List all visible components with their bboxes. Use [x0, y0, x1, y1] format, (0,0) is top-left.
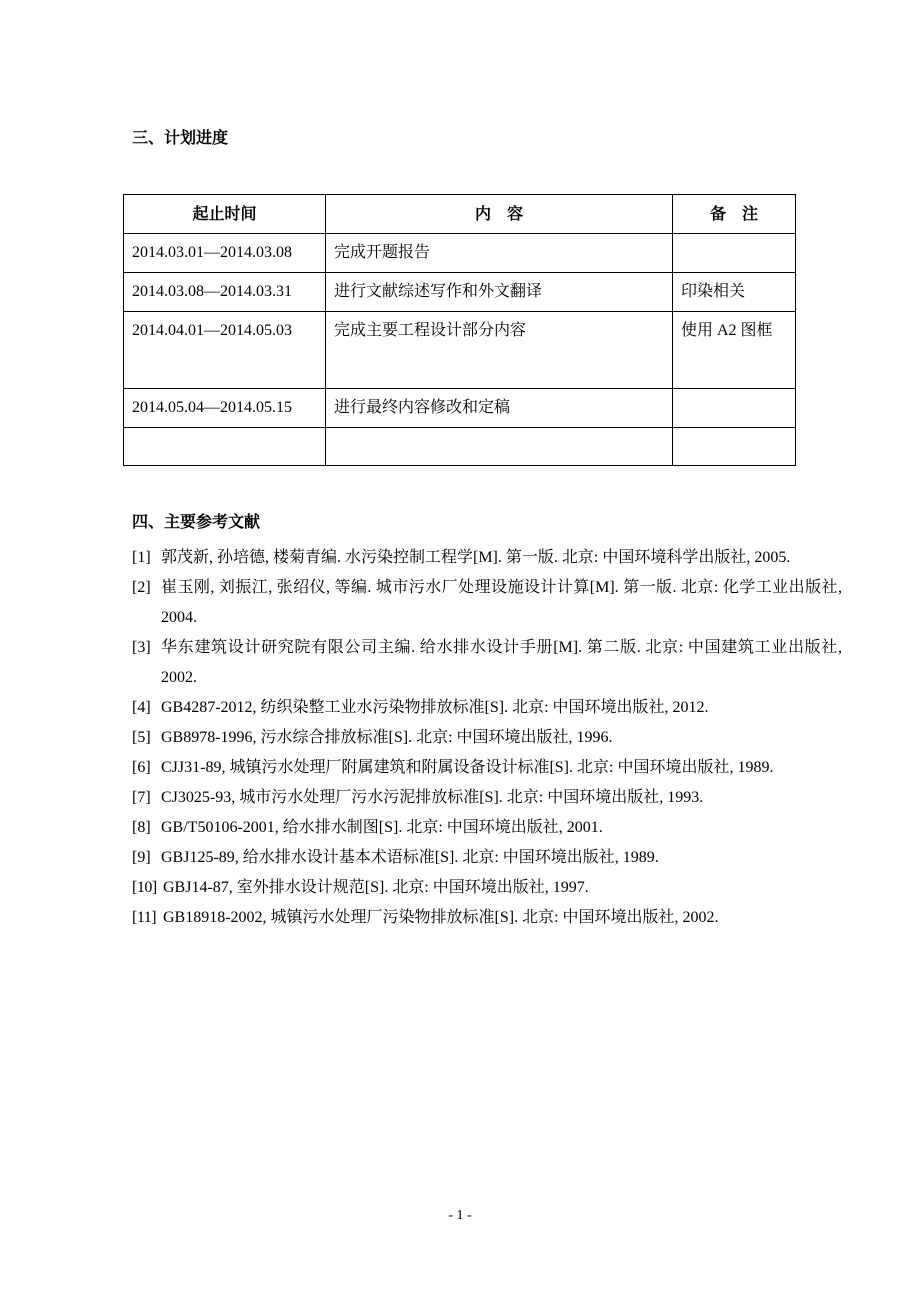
- reference-text: GB/T50106-2001, 给水排水制图[S]. 北京: 中国环境出版社, 2001.: [161, 819, 603, 836]
- reference-number: [5]: [132, 729, 151, 746]
- content-cell: 完成主要工程设计部分内容: [326, 312, 673, 389]
- content-cell: 完成开题报告: [326, 234, 673, 273]
- note-cell: 使用 A2 图框: [673, 312, 796, 389]
- reference-number: [7]: [132, 789, 151, 806]
- table-row: [124, 312, 796, 389]
- schedule-table: [123, 194, 796, 466]
- period-cell: 2014.04.01—2014.05.03: [124, 312, 326, 389]
- reference-text: GBJ14-87, 室外排水设计规范[S]. 北京: 中国环境出版社, 1997.: [163, 879, 589, 896]
- reference-number: [10]: [132, 879, 157, 896]
- reference-number: [11]: [132, 909, 157, 926]
- table-header-row: [124, 195, 796, 234]
- period-cell: 2014.03.01—2014.03.08: [124, 234, 326, 273]
- reference-item: [132, 573, 842, 633]
- reference-text: GB18918-2002, 城镇污水处理厂污染物排放标准[S]. 北京: 中国环境出版社, 2002.: [163, 909, 719, 926]
- reference-number: [9]: [132, 849, 151, 866]
- reference-number: [8]: [132, 819, 151, 836]
- reference-text: GB8978-1996, 污水综合排放标准[S]. 北京: 中国环境出版社, 1996.: [161, 729, 613, 746]
- reference-number: [4]: [132, 699, 151, 716]
- reference-text: GB4287-2012, 纺织染整工业水污染物排放标准[S]. 北京: 中国环境出版社, 2012.: [161, 699, 709, 716]
- section-heading-schedule: 三、计划进度: [132, 128, 229, 147]
- table-row: [124, 389, 796, 428]
- reference-text: 郭茂新, 孙培德, 楼菊青编. 水污染控制工程学[M]. 第一版. 北京: 中国环境科学出版社, 2005.: [161, 549, 791, 566]
- reference-text: CJ3025-93, 城市污水处理厂污水污泥排放标准[S]. 北京: 中国环境出版社, 1993.: [161, 789, 704, 806]
- content-cell: 进行文献综述写作和外文翻译: [326, 273, 673, 312]
- reference-text: CJJ31-89, 城镇污水处理厂附属建筑和附属设备设计标准[S]. 北京: 中国环境出版社, 1989.: [161, 759, 774, 776]
- reference-item: [132, 543, 842, 573]
- table-row: [124, 234, 796, 273]
- reference-item: [132, 723, 842, 753]
- note-cell: [673, 389, 796, 428]
- reference-number: [1]: [132, 549, 151, 566]
- reference-item: [132, 813, 842, 843]
- content-cell: [326, 428, 673, 466]
- table-row: [124, 273, 796, 312]
- content-cell: 进行最终内容修改和定稿: [326, 389, 673, 428]
- reference-item: [132, 783, 842, 813]
- note-cell: [673, 428, 796, 466]
- note-cell: 印染相关: [673, 273, 796, 312]
- reference-number: [2]: [132, 579, 151, 596]
- reference-list: [132, 543, 842, 933]
- reference-number: [3]: [132, 639, 151, 656]
- column-header-period: 起止时间: [124, 195, 326, 234]
- note-cell: [673, 234, 796, 273]
- reference-item: [132, 753, 842, 783]
- reference-item: [132, 843, 842, 873]
- reference-item: [132, 873, 842, 903]
- reference-number: [6]: [132, 759, 151, 776]
- period-cell: [124, 428, 326, 466]
- period-cell: 2014.03.08—2014.03.31: [124, 273, 326, 312]
- reference-text: 崔玉刚, 刘振江, 张绍仪, 等编. 城市污水厂处理设施设计计算[M]. 第一版. 北京: 化学工业出版社, 2004.: [161, 579, 842, 626]
- reference-item: [132, 903, 842, 933]
- reference-item: [132, 693, 842, 723]
- column-header-note: 备 注: [673, 195, 796, 234]
- period-cell: 2014.05.04—2014.05.15: [124, 389, 326, 428]
- reference-text: GBJ125-89, 给水排水设计基本术语标准[S]. 北京: 中国环境出版社, 1989.: [161, 849, 659, 866]
- page-number: - 1 -: [448, 1208, 472, 1223]
- column-header-content: 内 容: [326, 195, 673, 234]
- reference-text: 华东建筑设计研究院有限公司主编. 给水排水设计手册[M]. 第二版. 北京: 中国建筑工业出版社, 2002.: [161, 639, 842, 686]
- table-row-empty: [124, 428, 796, 466]
- section-heading-references: 四、主要参考文献: [132, 512, 261, 531]
- reference-item: [132, 633, 842, 693]
